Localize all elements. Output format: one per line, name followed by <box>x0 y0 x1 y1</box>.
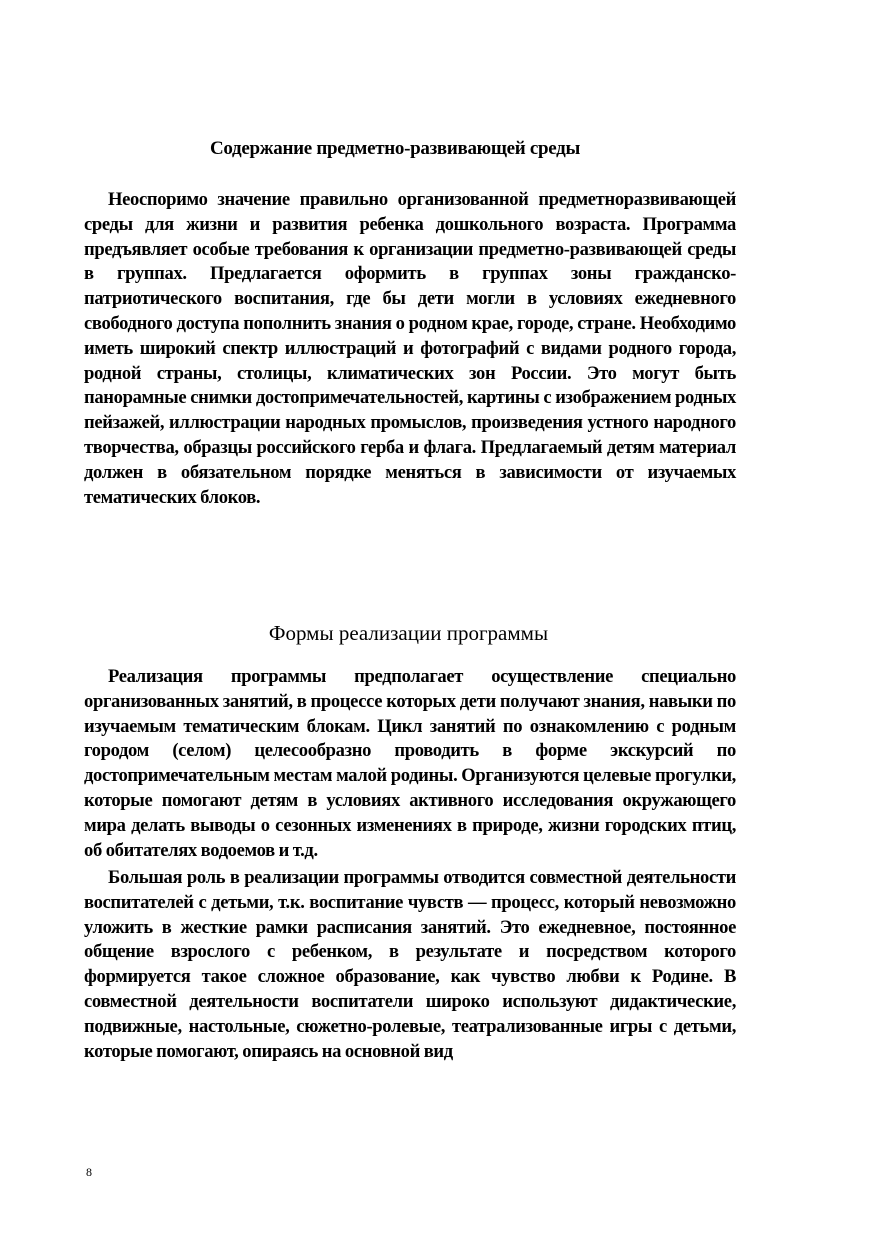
page-number: 8 <box>86 1165 92 1179</box>
paragraph-forms-2: Большая роль в реализации программы отводится совместной деятельности воспитателей с детьми, т.к. воспитание чувств — процесс, который невозможно уложить в жесткие рамки расписания занятий. Это ежедневное, постоянное общение взрослого с ребенком, в результате и посредством которого формируется такое сложное образование, как чувство любви к Родине. В совместной деятельности воспитатели широко используют дидактические, подвижные, настольные, сюжетно-ролевые, театрализованные игры с детьми, которые помогают, опираясь на основной вид <box>84 867 736 1062</box>
section-title-environment: Содержание предметно-развивающей среды <box>209 138 581 159</box>
paragraph-environment: Неоспоримо значение правильно организованной предметноразвивающей среды для жизни и развития ребенка дошкольного возраста. Программа предъявляет особые требования к организации предметно-развивающей среды в группах. Предлагается оформить в группах зоны гражданско-патриотического воспитания, где бы дети могли в условиях ежедневного свободного доступа пополнить знания о родном крае, городе, стране. Необходимо иметь широкий спектр иллюстраций и фотографий с видами родного города, родной страны, столицы, климатических зон России. Это могут быть панорамные снимки достопримечательностей, картины с изображением родных пейзажей, иллюстрации народных промыслов, произведения устного народного творчества, образцы российского герба и флага. Предлагаемый детям материал должен в обязательном порядке меняться в зависимости от изучаемых тематических блоков. <box>84 189 736 508</box>
section-title-forms: Формы реализации программы <box>268 621 549 645</box>
paragraph-forms-1: Реализация программы предполагает осуществление специально организованных занятий, в процессе которых дети получают знания, навыки по изучаемым тематическим блокам. Цикл занятий по ознакомлению с родным городом (селом) целесообразно проводить в форме экскурсий по достопримечательным местам малой родины. Организуются целевые прогулки, которые помогают детям в условиях активного исследования окружающего мира делать выводы о сезонных изменениях в природе, жизни городских птиц, об обитателях водоемов и т.д. <box>84 666 736 861</box>
